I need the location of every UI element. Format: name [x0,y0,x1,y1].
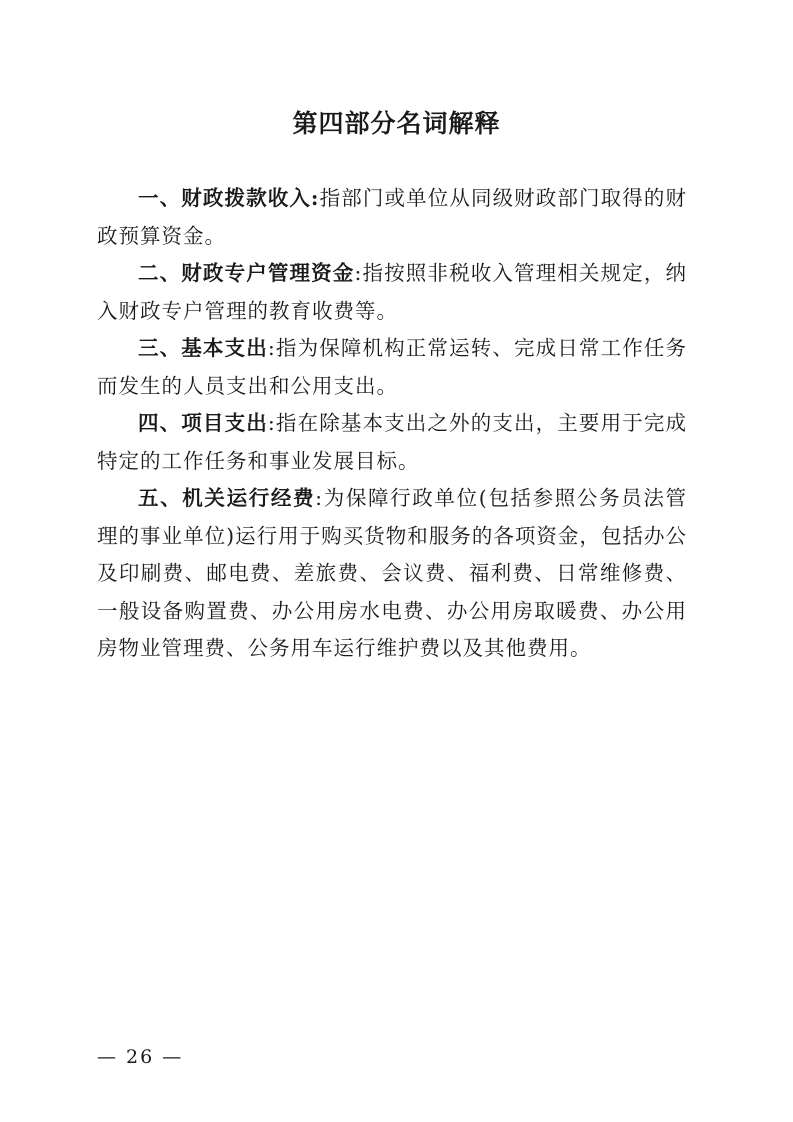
definition-paragraph-fiscal-appropriation-income [97,180,687,255]
definition-paragraph-basic-expenditure [97,330,687,405]
definition-text: :指在除基本支出之外的支出，主要用于完成特定的工作任务和事业发展目标。 [97,411,688,473]
term-project-expenditure: 四、项目支出 [138,411,268,435]
page-title: 第四部分名词解释 [292,109,501,138]
definition-paragraph-special-account-funds [97,255,687,330]
term-basic-expenditure: 三、基本支出 [138,336,268,360]
definition-text: :为保障行政单位(包括参照公务员法管理的事业单位)运行用于购买货物和服务的各项资金，包括办公及印刷费、邮电费、差旅费、会议费、福利费、日常维修费、一般设备购置费、办公用房水电费、办公用房取暖费、办公用房物业管理费、公务用车运行维护费以及其他费用。 [97,486,688,660]
definition-text: :指按照非税收入管理相关规定，纳入财政专户管理的教育收费等。 [97,261,687,323]
page-number: — 26 — [97,1046,184,1068]
definition-text: :指为保障机构正常运转、完成日常工作任务而发生的人员支出和公用支出。 [97,336,688,398]
definition-text: 指部门或单位从同级财政部门取得的财政预算资金。 [97,186,688,248]
term-special-account-funds: 二、财政专户管理资金 [138,261,355,285]
term-fiscal-appropriation-income: 一、财政拨款收入: [138,186,320,210]
definitions-list [97,180,687,668]
definition-paragraph-agency-operating-expenses [97,480,687,668]
term-agency-operating-expenses: 五、机关运行经费 [138,486,316,510]
definition-paragraph-project-expenditure [97,405,687,480]
